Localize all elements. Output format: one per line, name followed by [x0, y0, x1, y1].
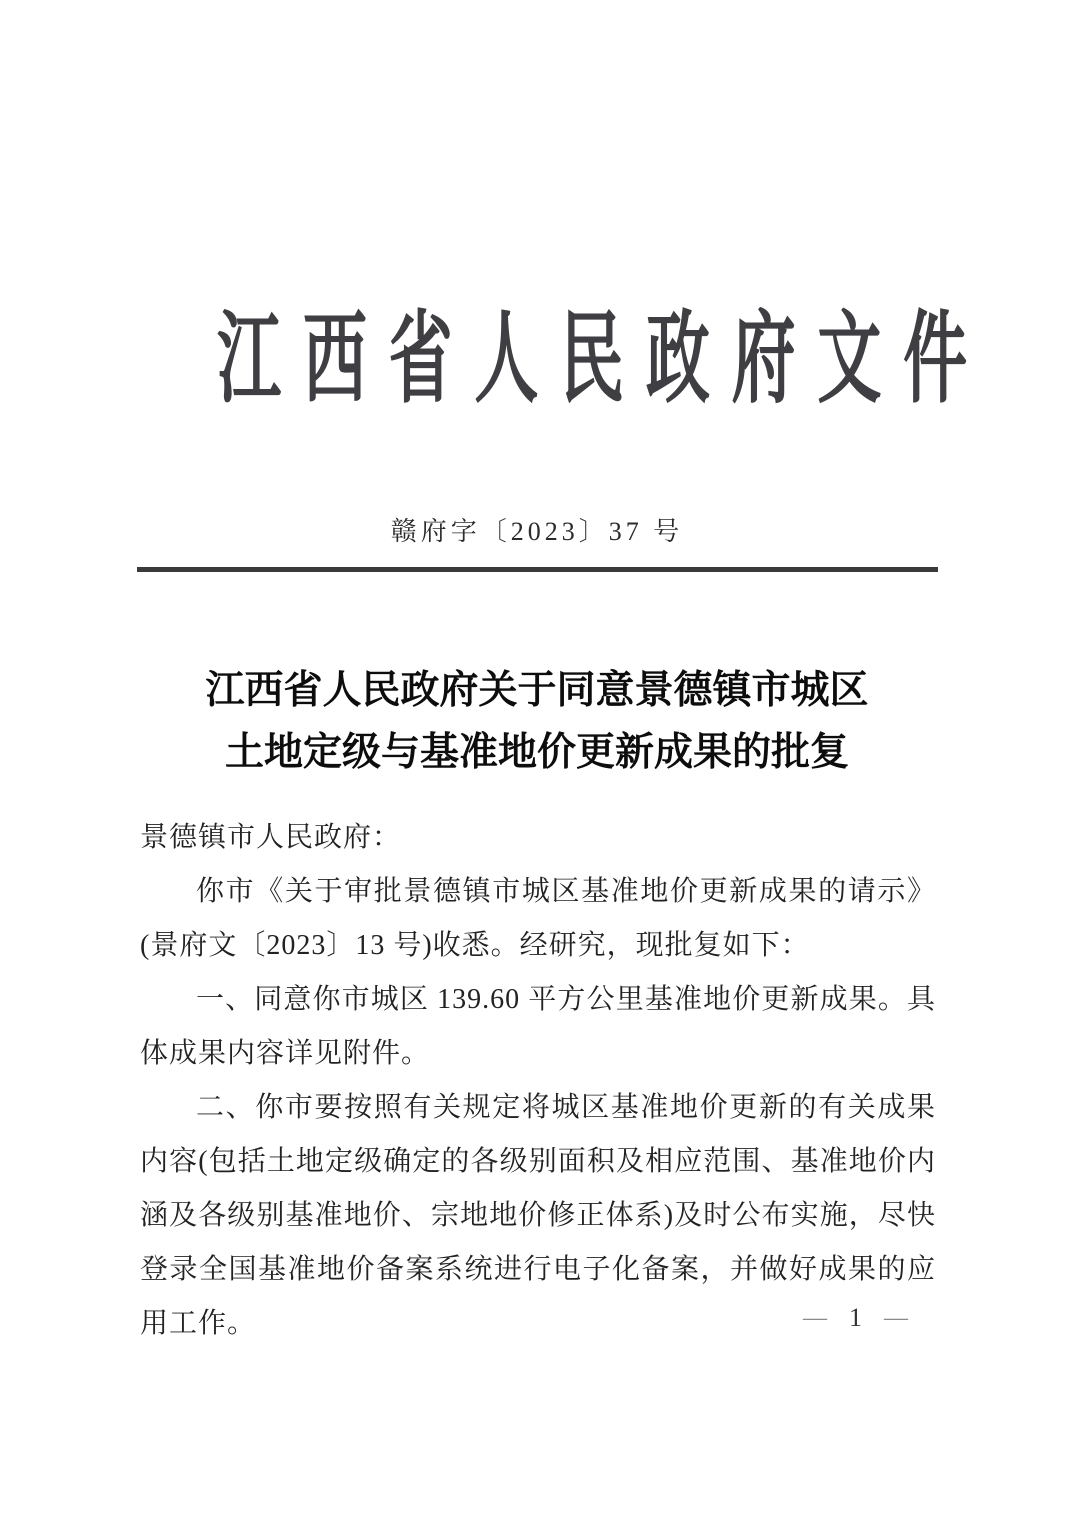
document-title-line-1: 江西省人民政府关于同意景德镇市城区 [205, 669, 869, 712]
document-body [140, 811, 936, 1351]
footer-dash-right: — [884, 1305, 908, 1331]
body-paragraph-1: 你市《关于审批景德镇市城区基准地价更新成果的请示》(景府文〔2023〕13 号)收悉。经研究，现批复如下： [140, 876, 936, 961]
document-header [0, 304, 1074, 416]
salutation: 景德镇市人民政府： [140, 822, 402, 853]
header-divider-rule [137, 567, 938, 572]
footer-dash-left: — [803, 1305, 827, 1331]
doc-number: 赣府字〔2023〕37 号 [390, 517, 684, 546]
body-paragraph-3: 二、你市要按照有关规定将城区基准地价更新的有关成果内容(包括土地定级确定的各级别面积及相应范围、基准地价内涵及各级别基准地价、宗地地价修正体系)及时公布实施，尽快登录全国基准地价备案系统进行电子化备案，并做好成果的应用工作。 [140, 1092, 936, 1339]
body-paragraph-2: 一、同意你市城区 139.60 平方公里基准地价更新成果。具体成果内容详见附件。 [140, 984, 936, 1069]
document-title [0, 660, 1074, 784]
page-footer [803, 1303, 908, 1333]
page-number: 1 [849, 1303, 862, 1332]
header-title: 江西省人民政府文件 [217, 304, 989, 415]
document-title-line-2: 土地定级与基准地价更新成果的批复 [224, 731, 849, 774]
